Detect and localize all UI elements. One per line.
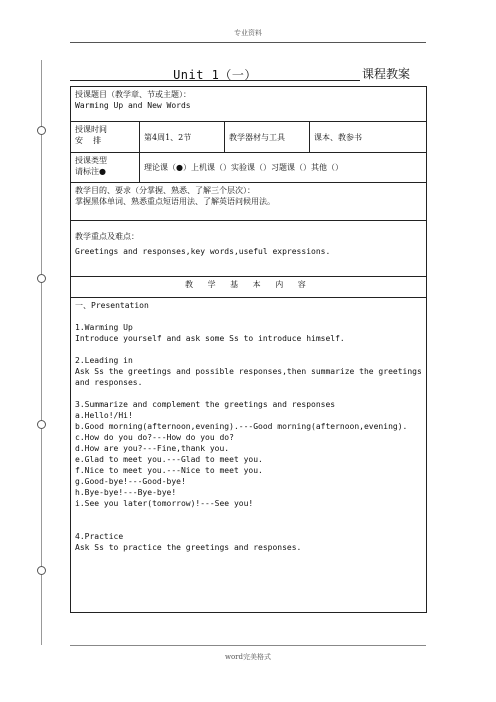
- item-line: and responses.: [75, 378, 143, 387]
- schedule-label: [71, 122, 140, 153]
- materials-value: 课本、教参书: [310, 122, 427, 153]
- item-line: i.See you later(tomorrow)!---See you!: [75, 499, 254, 508]
- header-divider: [70, 42, 426, 43]
- content-heading: 教 学 基 本 内 容: [71, 277, 427, 298]
- page-footer: word完美格式: [224, 653, 272, 661]
- item-line: Ask Ss to practice the greetings and responses.: [75, 543, 302, 552]
- title-unit: Unit 1（一）: [173, 68, 257, 82]
- topic-cell: [71, 87, 427, 122]
- course-type-label-line2: 请标注●: [75, 167, 106, 176]
- document-title: [70, 66, 426, 80]
- page-header: 专业资料: [234, 29, 262, 37]
- title-suffix: 课程教案: [362, 67, 411, 81]
- item-line: a.Hello!/Hi!: [75, 411, 133, 420]
- binding-hole-marker: [37, 420, 46, 429]
- item-line: g.Good-bye!---Good-bye!: [75, 477, 186, 486]
- content-section-title: 一、Presentation: [75, 301, 149, 310]
- topic-label: 授课题目（教学章、节或主题）：: [75, 90, 191, 99]
- objectives-cell: [71, 183, 427, 221]
- schedule-label-line2: 安 排: [75, 136, 102, 145]
- materials-label: 教学器材与工具: [225, 122, 310, 153]
- schedule-label-line1: 授课时间: [75, 125, 107, 134]
- objectives-value: 掌握黑体单词、熟悉重点短语用法、了解英语问候用法。: [75, 197, 275, 206]
- binding-hole-marker: [37, 566, 46, 575]
- item-line: f.Nice to meet you.---Nice to meet you.: [75, 466, 263, 475]
- binding-hole-marker: [37, 274, 46, 283]
- item-heading: 4.Practice: [75, 532, 124, 541]
- course-type-label-line1: 授课类型: [75, 156, 107, 165]
- item-line: e.Glad to meet you.---Glad to meet you.: [75, 455, 263, 464]
- binding-hole-marker: [37, 126, 46, 135]
- footer-divider: [70, 645, 426, 646]
- title-underline: [70, 80, 360, 81]
- item-line: h.Bye-bye!---Bye-bye!: [75, 488, 177, 497]
- item-heading: 2.Leading in: [75, 356, 133, 365]
- course-type-value: 理论课（●）上机课（）实验课（）习题课（）其他（）: [140, 153, 427, 183]
- item-line: Ask Ss the greetings and possible responses,then summarize the greetings: [75, 367, 422, 376]
- topic-value: Warming Up and New Words: [75, 101, 191, 110]
- item-heading: 3.Summarize and complement the greetings and responses: [75, 400, 336, 409]
- item-line: c.How do you do?---How do you do?: [75, 433, 234, 442]
- key-points-cell: [71, 221, 427, 277]
- course-type-label: [71, 153, 140, 183]
- key-points-label: 教学重点及难点：: [75, 232, 139, 241]
- item-line: b.Good morning(afternoon,evening).---Good morning(afternoon,evening).: [75, 422, 408, 431]
- item-heading: 1.Warming Up: [75, 323, 133, 332]
- item-line: Introduce yourself and ask some Ss to introduce himself.: [75, 334, 345, 343]
- lesson-plan-table: [70, 86, 427, 613]
- key-points-value: Greetings and responses,key words,useful expressions.: [75, 247, 331, 256]
- item-line: d.How are you?---Fine,thank you.: [75, 444, 230, 453]
- binding-line: [41, 60, 42, 645]
- objectives-label: 教学目的、要求（分掌握、熟悉、了解三个层次）：: [75, 186, 255, 195]
- content-cell: [71, 298, 427, 613]
- schedule-value: 第4周1、2节: [140, 122, 225, 153]
